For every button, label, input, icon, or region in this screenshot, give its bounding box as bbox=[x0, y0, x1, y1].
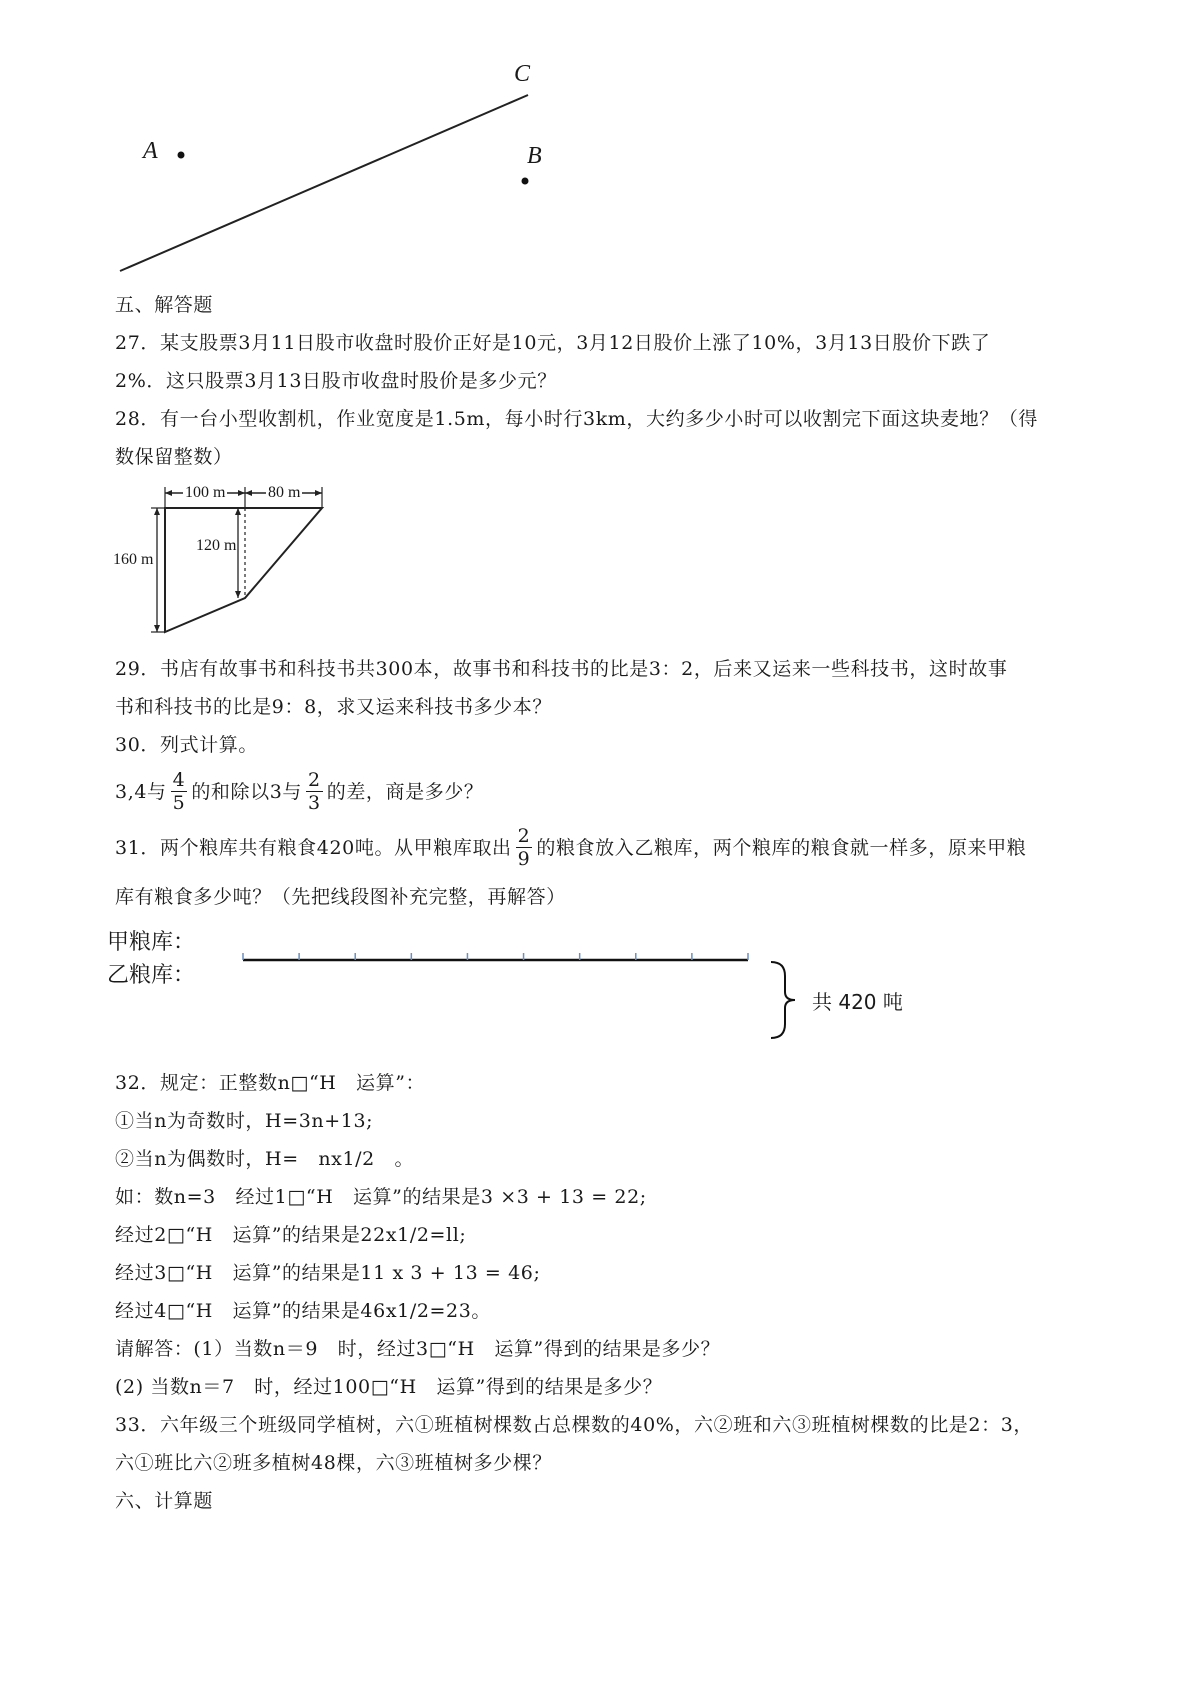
q30-fraction-2 bbox=[306, 769, 323, 814]
q28-line1: 28．有一台小型收割机，作业宽度是1.5m，每小时行3km，大约多少小时可以收割完下面这块麦地？（得 bbox=[115, 408, 1039, 430]
q33-line1: 33．六年级三个班级同学植树，六①班植树棵数占总棵数的40%，六②班和六③班植树棵数的比是2：3， bbox=[115, 1414, 1033, 1436]
q33-line2: 六①班比六②班多植树48棵，六③班植树多少棵？ bbox=[115, 1452, 552, 1474]
q28-line2: 数保留整数） bbox=[115, 446, 233, 468]
point-a bbox=[178, 152, 185, 159]
q30-part2: 的和除以3与 bbox=[191, 781, 303, 803]
dim-top-left: 100 m bbox=[185, 484, 226, 501]
q30-frac1-num: 4 bbox=[172, 768, 186, 791]
q31-frac-num: 2 bbox=[517, 824, 531, 847]
q31-line1 bbox=[115, 823, 1026, 873]
q30-frac2-num: 2 bbox=[308, 768, 321, 791]
total-label: 共 420 吨 bbox=[812, 990, 903, 1014]
q31-part1: 31．两个粮库共有粮食420吨。从甲粮库取出 bbox=[115, 837, 512, 859]
line-through-c bbox=[120, 95, 528, 271]
section-5-title: 五、解答题 bbox=[115, 294, 214, 316]
q31-frac-den: 9 bbox=[517, 847, 531, 870]
q32-line4: 如：数n=3 经过1□“H 运算”的结果是3 ×3 + 13 = 22; bbox=[115, 1186, 647, 1208]
brace-icon bbox=[765, 958, 805, 1043]
q32-line7: 经过4□“H 运算”的结果是46x1/2=23。 bbox=[115, 1300, 492, 1322]
q31-part2: 的粮食放入乙粮库，两个粮库的粮食就一样多，原来甲粮 bbox=[536, 837, 1027, 859]
field-shape bbox=[165, 508, 322, 632]
q32-line2: ①当n为奇数时，H=3n+13; bbox=[115, 1110, 374, 1132]
granary-a-label: 甲粮库： bbox=[107, 930, 196, 955]
q32-line6: 经过3□“H 运算”的结果是11 x 3 + 13 = 46; bbox=[115, 1262, 541, 1284]
q32-line1: 32．规定：正整数n□“H 运算”： bbox=[115, 1072, 426, 1094]
q32-line9: (2) 当数n＝7 时，经过100□“H 运算”得到的结果是多少？ bbox=[115, 1376, 663, 1398]
q32-line3: ②当n为偶数时，H= nx1/2 。 bbox=[115, 1148, 415, 1170]
q32-line8: 请解答：(1）当数n＝9 时，经过3□“H 运算”得到的结果是多少？ bbox=[115, 1338, 721, 1360]
label-b: B bbox=[527, 143, 542, 169]
q30-part1: 3,4与 bbox=[115, 781, 167, 803]
granary-b-label: 乙粮库： bbox=[107, 963, 196, 988]
q30-expression bbox=[115, 767, 484, 817]
label-c: C bbox=[514, 61, 531, 87]
q27-line1: 27．某支股票3月11日股市收盘时股价正好是10元，3月12日股价上涨了10%，3月13日股价下跌了 bbox=[115, 332, 991, 354]
q32-line5: 经过2□“H 运算”的结果是22x1/2=ll; bbox=[115, 1224, 467, 1246]
q30-line1: 30．列式计算。 bbox=[115, 734, 258, 756]
q30-frac2-den: 3 bbox=[308, 791, 321, 814]
q31-line2: 库有粮食多少吨？（先把线段图补充完整，再解答） bbox=[115, 886, 566, 908]
section-6-title: 六、计算题 bbox=[115, 1490, 214, 1512]
dim-inner-height: 120 m bbox=[196, 537, 237, 554]
q29-line1: 29．书店有故事书和科技书共300本，故事书和科技书的比是3：2，后来又运来一些科技书，这时故事 bbox=[115, 658, 1008, 680]
q30-part3: 的差，商是多少？ bbox=[326, 781, 484, 803]
q27-line2: 2%．这只股票3月13日股市收盘时股价是多少元？ bbox=[115, 370, 557, 392]
dim-top-right: 80 m bbox=[268, 484, 301, 501]
point-b bbox=[522, 178, 529, 185]
q31-fraction bbox=[516, 825, 533, 870]
q29-line2: 书和科技书的比是9：8，求又运来科技书多少本？ bbox=[115, 696, 552, 718]
dim-left-height: 160 m bbox=[113, 551, 154, 568]
q30-frac1-den: 5 bbox=[172, 791, 186, 814]
label-a: A bbox=[143, 138, 158, 164]
segment-diagram bbox=[238, 948, 758, 968]
q30-fraction-1 bbox=[171, 769, 188, 814]
